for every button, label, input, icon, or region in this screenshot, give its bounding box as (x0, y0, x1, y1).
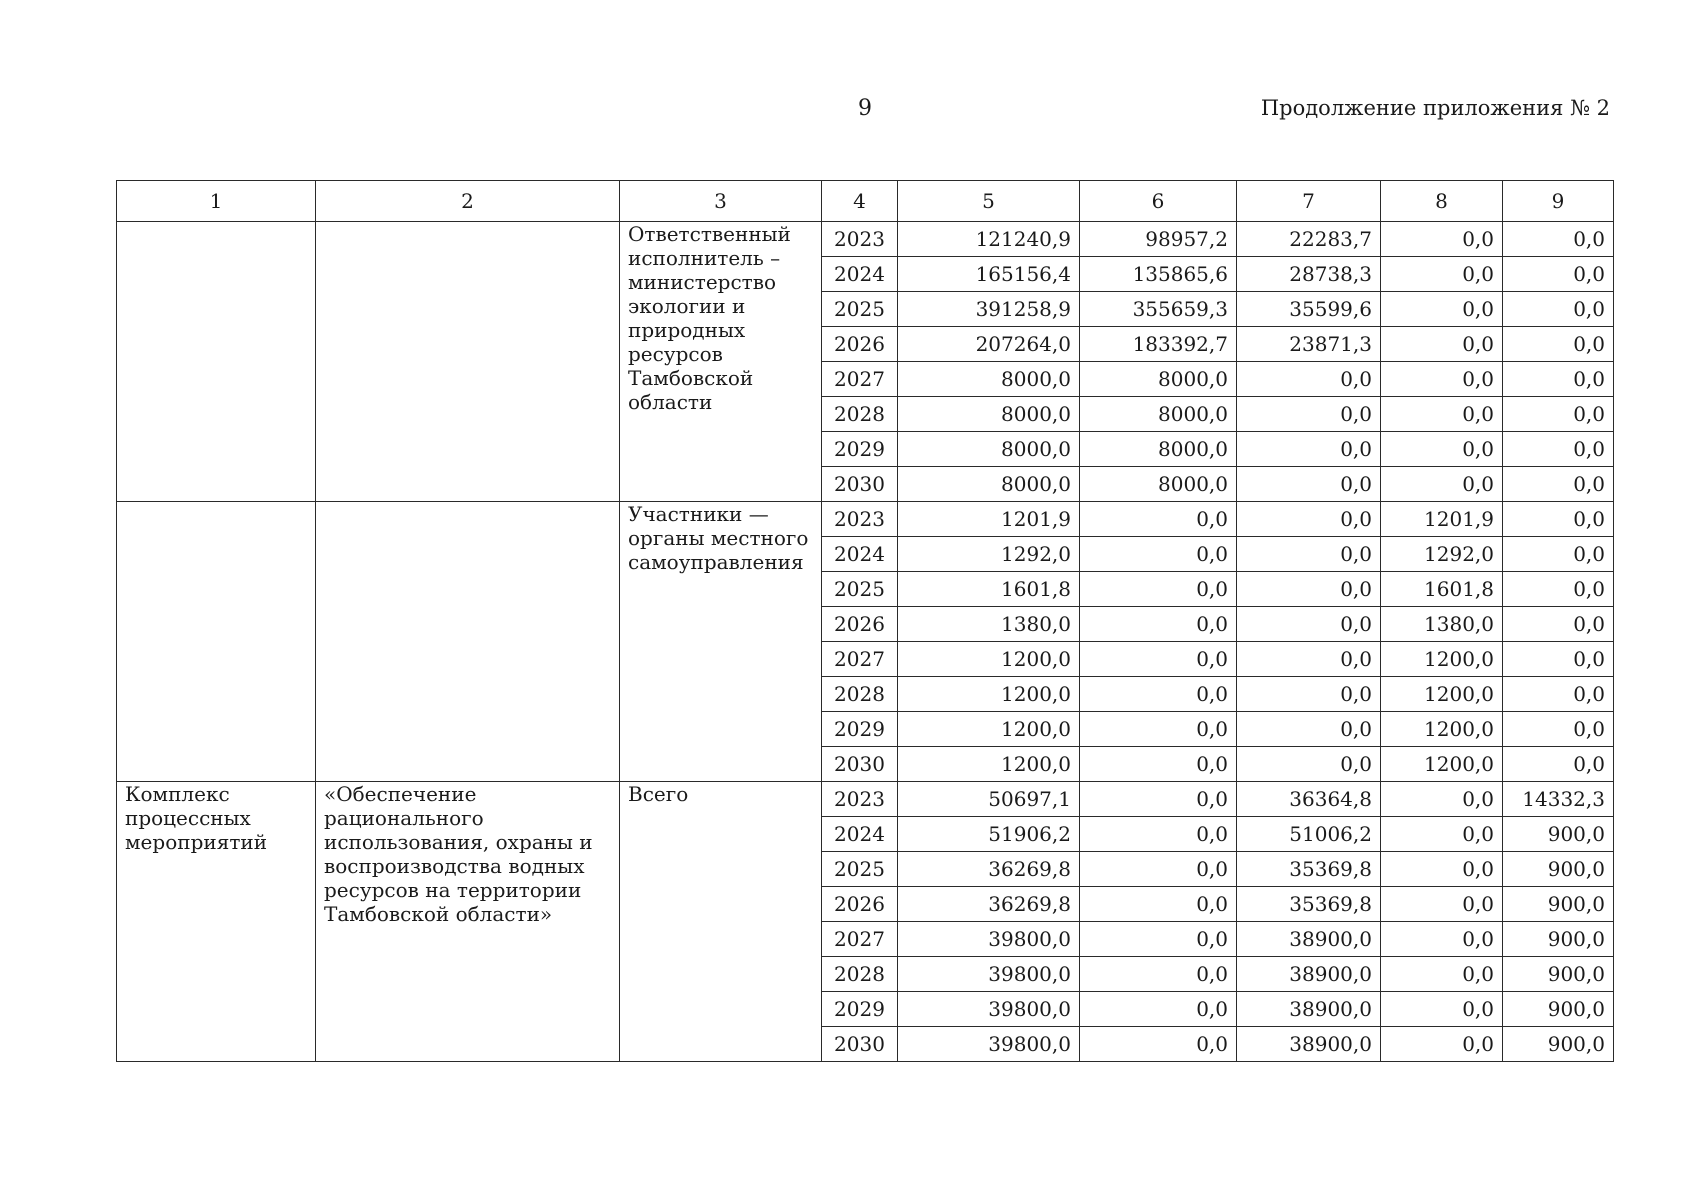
amount-cell: 0,0 (1381, 817, 1503, 852)
amount-cell: 0,0 (1080, 642, 1237, 677)
amount-cell: 0,0 (1381, 992, 1503, 1027)
amount-cell: 0,0 (1503, 537, 1614, 572)
amount-cell: 35369,8 (1237, 887, 1381, 922)
column-header: 2 (316, 181, 620, 222)
amount-cell: 0,0 (1080, 502, 1237, 537)
amount-cell: 38900,0 (1237, 957, 1381, 992)
amount-cell: 0,0 (1503, 712, 1614, 747)
amount-cell: 0,0 (1080, 712, 1237, 747)
amount-cell: 0,0 (1080, 887, 1237, 922)
amount-cell: 0,0 (1503, 467, 1614, 502)
amount-cell: 1200,0 (898, 712, 1080, 747)
amount-cell: 0,0 (1503, 327, 1614, 362)
amount-cell: 98957,2 (1080, 222, 1237, 257)
year-cell: 2028 (822, 397, 898, 432)
column-header: 4 (822, 181, 898, 222)
amount-cell: 1200,0 (898, 677, 1080, 712)
activity-name-cell (316, 502, 620, 782)
year-cell: 2027 (822, 922, 898, 957)
budget-table (116, 180, 1614, 1062)
activity-name-cell: «Обеспечение рационального использования, охраны и воспроизводства водных ресурсов на территории Тамбовской области» (316, 782, 620, 1062)
amount-cell: 0,0 (1503, 362, 1614, 397)
amount-cell: 900,0 (1503, 922, 1614, 957)
amount-cell: 900,0 (1503, 1027, 1614, 1062)
activity-type-cell: Комплекс процессных мероприятий (117, 782, 316, 1062)
amount-cell: 1200,0 (1381, 747, 1503, 782)
amount-cell: 0,0 (1080, 957, 1237, 992)
year-cell: 2029 (822, 432, 898, 467)
year-cell: 2025 (822, 292, 898, 327)
year-cell: 2023 (822, 782, 898, 817)
amount-cell: 0,0 (1503, 397, 1614, 432)
amount-cell: 0,0 (1080, 747, 1237, 782)
amount-cell: 8000,0 (898, 467, 1080, 502)
column-header: 9 (1503, 181, 1614, 222)
year-cell: 2030 (822, 467, 898, 502)
amount-cell: 36364,8 (1237, 782, 1381, 817)
amount-cell: 0,0 (1237, 607, 1381, 642)
amount-cell: 0,0 (1503, 677, 1614, 712)
amount-cell: 0,0 (1080, 537, 1237, 572)
year-cell: 2026 (822, 607, 898, 642)
amount-cell: 183392,7 (1080, 327, 1237, 362)
amount-cell: 1200,0 (898, 747, 1080, 782)
amount-cell: 0,0 (1503, 642, 1614, 677)
amount-cell: 0,0 (1237, 432, 1381, 467)
amount-cell: 36269,8 (898, 852, 1080, 887)
amount-cell: 8000,0 (898, 362, 1080, 397)
amount-cell: 36269,8 (898, 887, 1080, 922)
amount-cell: 0,0 (1080, 922, 1237, 957)
amount-cell: 8000,0 (1080, 467, 1237, 502)
year-cell: 2028 (822, 677, 898, 712)
amount-cell: 0,0 (1080, 572, 1237, 607)
year-cell: 2026 (822, 887, 898, 922)
amount-cell: 1601,8 (898, 572, 1080, 607)
table-row (117, 222, 1614, 257)
amount-cell: 1292,0 (898, 537, 1080, 572)
amount-cell: 1200,0 (1381, 642, 1503, 677)
amount-cell: 0,0 (1080, 607, 1237, 642)
year-cell: 2030 (822, 747, 898, 782)
amount-cell: 0,0 (1381, 782, 1503, 817)
amount-cell: 51006,2 (1237, 817, 1381, 852)
year-cell: 2025 (822, 852, 898, 887)
amount-cell: 0,0 (1381, 467, 1503, 502)
appendix-caption: Продолжение приложения № 2 (1260, 96, 1610, 120)
amount-cell: 1601,8 (1381, 572, 1503, 607)
amount-cell: 355659,3 (1080, 292, 1237, 327)
amount-cell: 0,0 (1381, 327, 1503, 362)
amount-cell: 0,0 (1237, 397, 1381, 432)
amount-cell: 0,0 (1237, 572, 1381, 607)
amount-cell: 51906,2 (898, 817, 1080, 852)
amount-cell: 39800,0 (898, 922, 1080, 957)
amount-cell: 0,0 (1381, 922, 1503, 957)
amount-cell: 23871,3 (1237, 327, 1381, 362)
amount-cell: 8000,0 (898, 397, 1080, 432)
amount-cell: 0,0 (1381, 887, 1503, 922)
amount-cell: 35369,8 (1237, 852, 1381, 887)
page-number: 9 (858, 96, 872, 121)
table-row (117, 782, 1614, 817)
amount-cell: 39800,0 (898, 957, 1080, 992)
amount-cell: 0,0 (1237, 537, 1381, 572)
amount-cell: 38900,0 (1237, 992, 1381, 1027)
year-cell: 2028 (822, 957, 898, 992)
amount-cell: 0,0 (1381, 362, 1503, 397)
amount-cell: 38900,0 (1237, 1027, 1381, 1062)
amount-cell: 0,0 (1080, 992, 1237, 1027)
activity-type-cell (117, 222, 316, 502)
executor-cell: Ответственный исполнитель – министерство экологии и природных ресурсов Тамбовской области (620, 222, 822, 502)
amount-cell: 0,0 (1237, 677, 1381, 712)
amount-cell: 0,0 (1237, 502, 1381, 537)
table-body (117, 222, 1614, 1062)
year-cell: 2024 (822, 537, 898, 572)
year-cell: 2027 (822, 642, 898, 677)
executor-cell: Всего (620, 782, 822, 1062)
amount-cell: 0,0 (1237, 467, 1381, 502)
amount-cell: 0,0 (1503, 502, 1614, 537)
year-cell: 2024 (822, 817, 898, 852)
amount-cell: 0,0 (1381, 852, 1503, 887)
amount-cell: 0,0 (1503, 222, 1614, 257)
amount-cell: 1200,0 (1381, 712, 1503, 747)
amount-cell: 35599,6 (1237, 292, 1381, 327)
amount-cell: 0,0 (1381, 397, 1503, 432)
amount-cell: 0,0 (1237, 642, 1381, 677)
amount-cell: 8000,0 (898, 432, 1080, 467)
amount-cell: 0,0 (1080, 677, 1237, 712)
column-header: 8 (1381, 181, 1503, 222)
amount-cell: 0,0 (1503, 607, 1614, 642)
amount-cell: 900,0 (1503, 887, 1614, 922)
activity-name-cell (316, 222, 620, 502)
year-cell: 2026 (822, 327, 898, 362)
year-cell: 2025 (822, 572, 898, 607)
amount-cell: 1380,0 (1381, 607, 1503, 642)
year-cell: 2029 (822, 712, 898, 747)
amount-cell: 207264,0 (898, 327, 1080, 362)
amount-cell: 22283,7 (1237, 222, 1381, 257)
year-cell: 2023 (822, 502, 898, 537)
amount-cell: 1200,0 (898, 642, 1080, 677)
amount-cell: 165156,4 (898, 257, 1080, 292)
amount-cell: 1201,9 (898, 502, 1080, 537)
activity-type-cell (117, 502, 316, 782)
amount-cell: 0,0 (1237, 747, 1381, 782)
amount-cell: 0,0 (1381, 257, 1503, 292)
amount-cell: 0,0 (1503, 432, 1614, 467)
amount-cell: 121240,9 (898, 222, 1080, 257)
column-header: 7 (1237, 181, 1381, 222)
amount-cell: 39800,0 (898, 992, 1080, 1027)
amount-cell: 135865,6 (1080, 257, 1237, 292)
amount-cell: 391258,9 (898, 292, 1080, 327)
amount-cell: 0,0 (1381, 957, 1503, 992)
amount-cell: 0,0 (1503, 292, 1614, 327)
year-cell: 2027 (822, 362, 898, 397)
amount-cell: 8000,0 (1080, 432, 1237, 467)
amount-cell: 0,0 (1381, 432, 1503, 467)
amount-cell: 39800,0 (898, 1027, 1080, 1062)
header-row (117, 181, 1614, 222)
amount-cell: 0,0 (1237, 712, 1381, 747)
amount-cell: 1292,0 (1381, 537, 1503, 572)
amount-cell: 0,0 (1381, 1027, 1503, 1062)
amount-cell: 0,0 (1503, 257, 1614, 292)
amount-cell: 50697,1 (898, 782, 1080, 817)
column-header: 6 (1080, 181, 1237, 222)
executor-cell: Участники — органы местного самоуправления (620, 502, 822, 782)
column-header: 5 (898, 181, 1080, 222)
year-cell: 2024 (822, 257, 898, 292)
amount-cell: 0,0 (1381, 222, 1503, 257)
amount-cell: 0,0 (1503, 572, 1614, 607)
amount-cell: 1380,0 (898, 607, 1080, 642)
amount-cell: 38900,0 (1237, 922, 1381, 957)
year-cell: 2030 (822, 1027, 898, 1062)
amount-cell: 8000,0 (1080, 362, 1237, 397)
amount-cell: 900,0 (1503, 992, 1614, 1027)
amount-cell: 0,0 (1080, 817, 1237, 852)
amount-cell: 0,0 (1080, 1027, 1237, 1062)
amount-cell: 0,0 (1237, 362, 1381, 397)
table-row (117, 502, 1614, 537)
year-cell: 2029 (822, 992, 898, 1027)
column-header: 3 (620, 181, 822, 222)
amount-cell: 1201,9 (1381, 502, 1503, 537)
column-header: 1 (117, 181, 316, 222)
amount-cell: 1200,0 (1381, 677, 1503, 712)
amount-cell: 0,0 (1381, 292, 1503, 327)
amount-cell: 0,0 (1080, 782, 1237, 817)
table-header (117, 181, 1614, 222)
amount-cell: 900,0 (1503, 817, 1614, 852)
amount-cell: 900,0 (1503, 852, 1614, 887)
amount-cell: 14332,3 (1503, 782, 1614, 817)
year-cell: 2023 (822, 222, 898, 257)
amount-cell: 900,0 (1503, 957, 1614, 992)
amount-cell: 0,0 (1503, 747, 1614, 782)
amount-cell: 8000,0 (1080, 397, 1237, 432)
amount-cell: 28738,3 (1237, 257, 1381, 292)
amount-cell: 0,0 (1080, 852, 1237, 887)
